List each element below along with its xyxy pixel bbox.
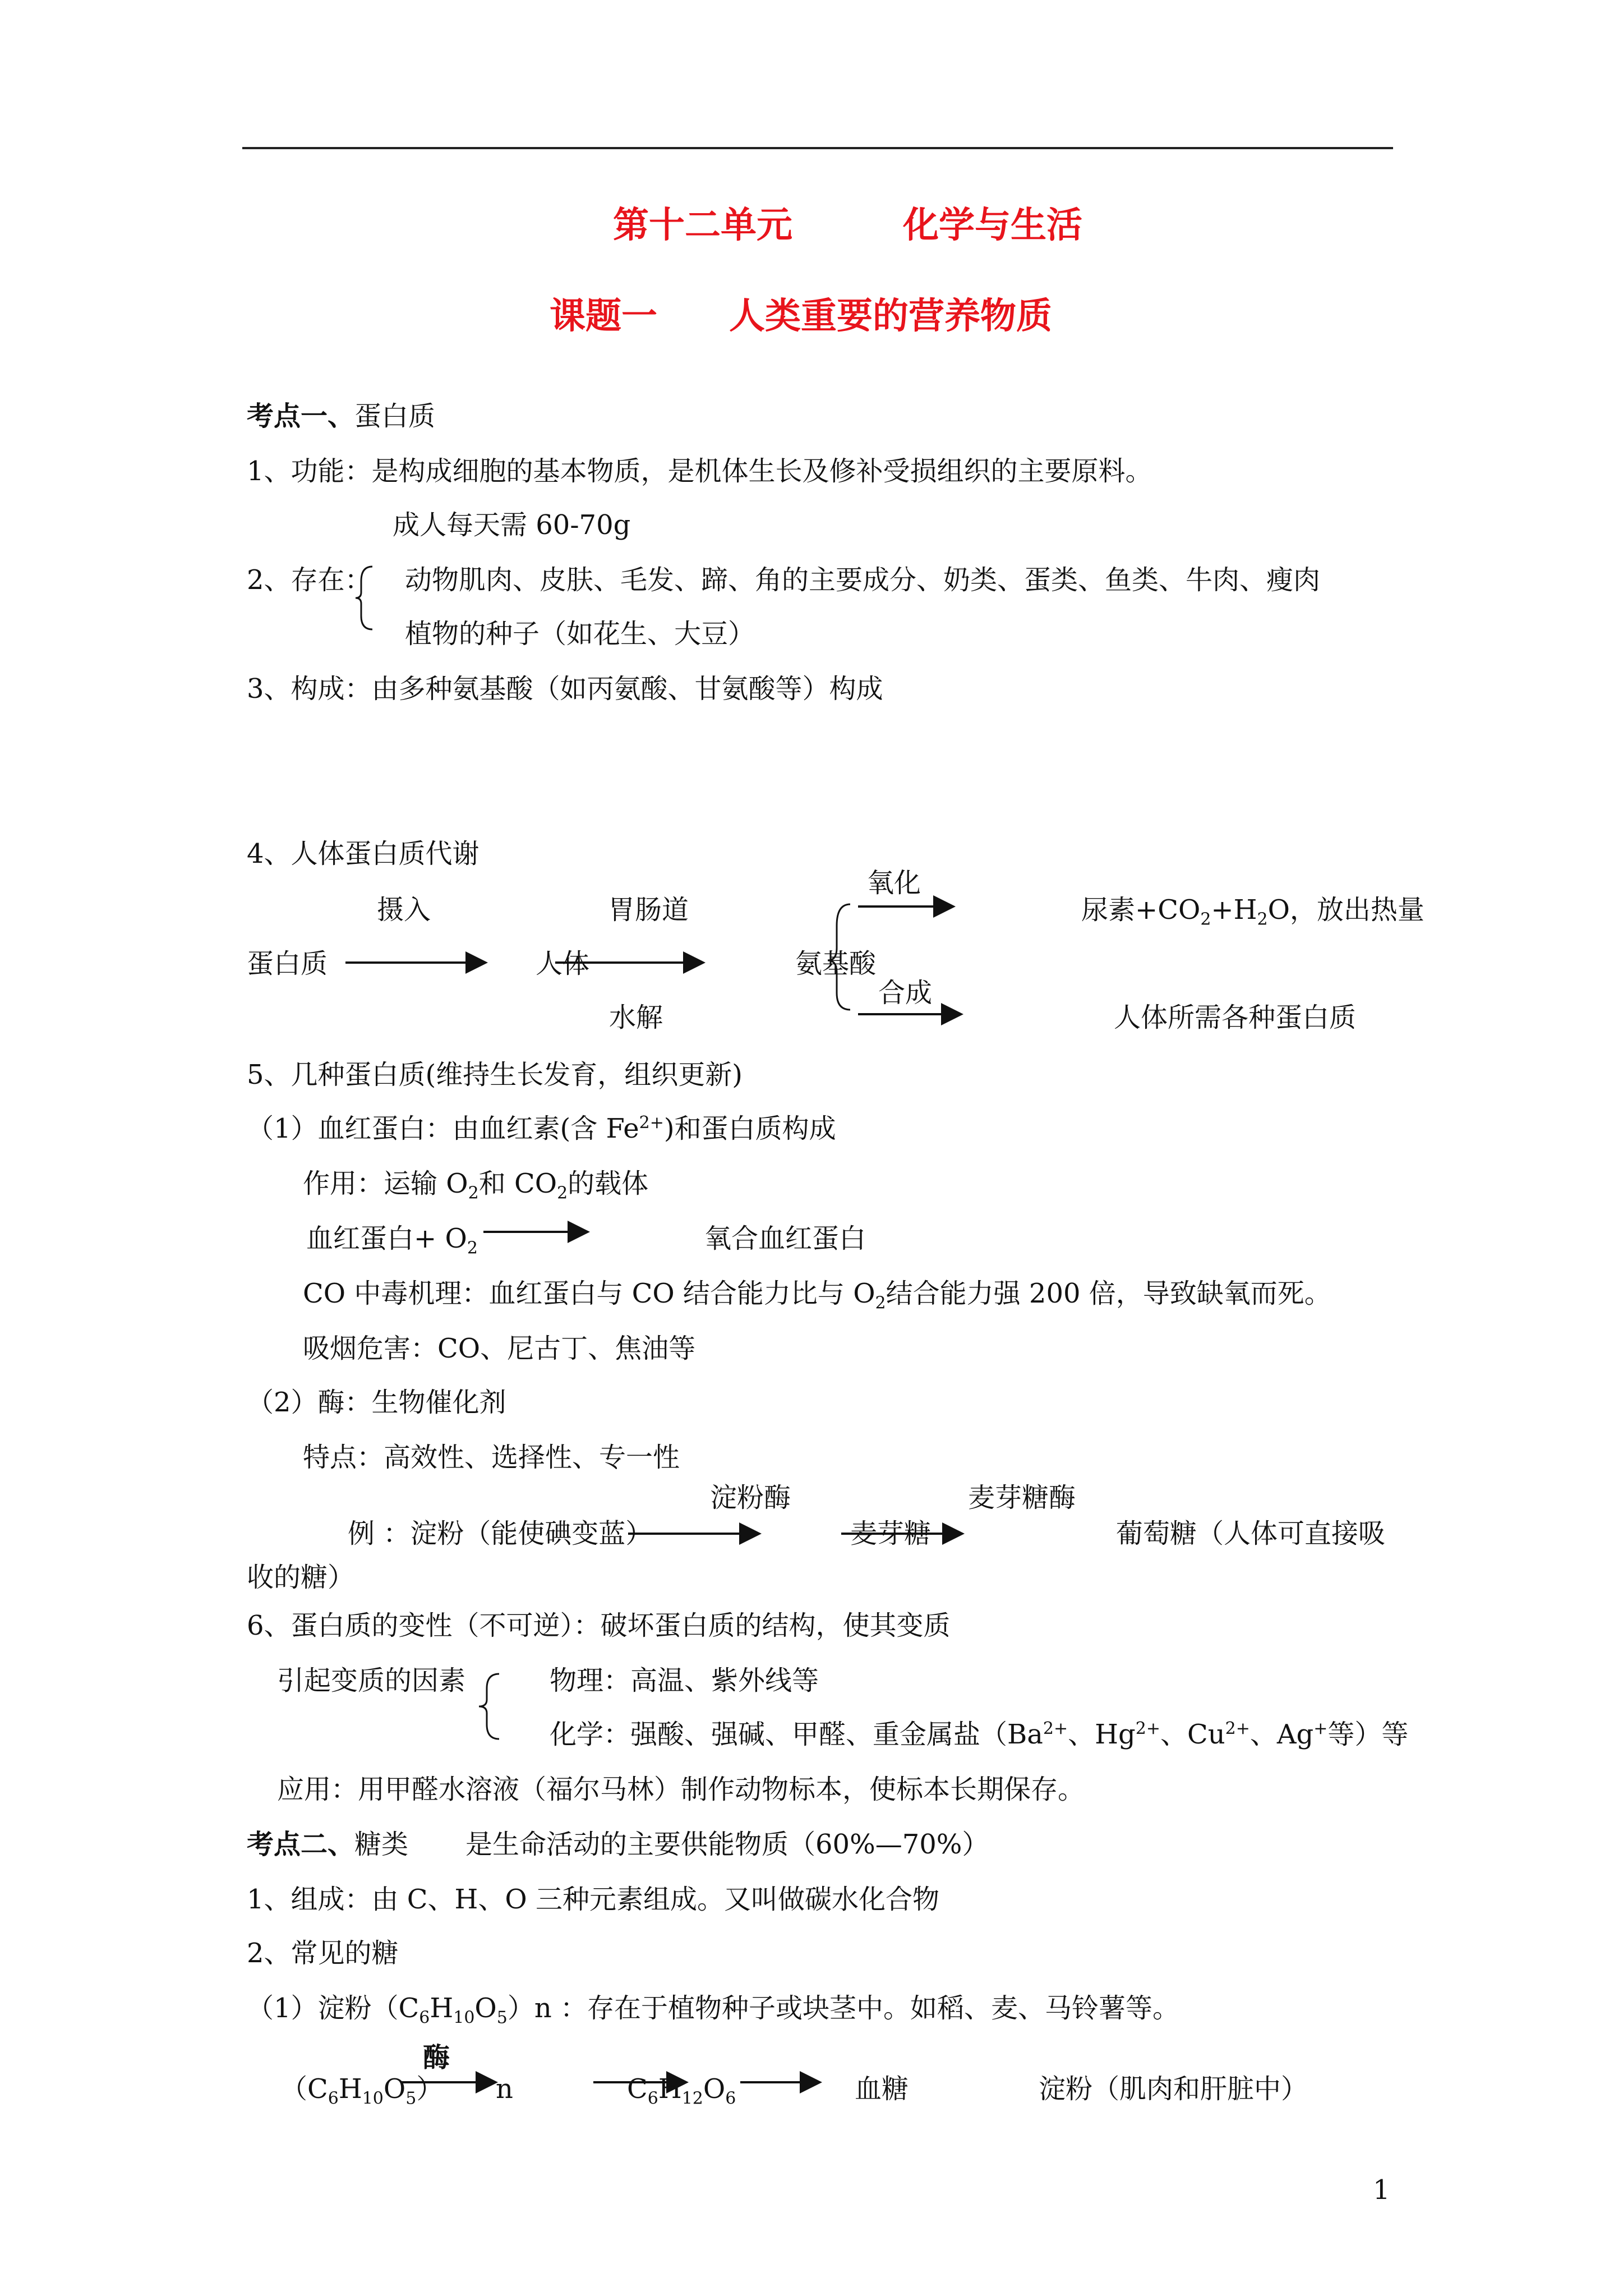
denaturation-heading: 6、蛋白质的变性（不可逆）：破坏蛋白质的结构，使其变质 <box>247 1610 951 1641</box>
label-maltose: 麦芽糖 <box>850 1518 932 1549</box>
label-oxidation: 氧化 <box>867 867 921 899</box>
label-n: n <box>496 2073 513 2105</box>
label-synthesis: 合成 <box>878 977 933 1009</box>
label-stored-starch: 淀粉（肌肉和肝脏中） <box>1039 2073 1308 2105</box>
label-gut: 胃肠道 <box>608 894 689 926</box>
smoking-harm-line: 吸烟危害：CO、尼古丁、焦油等 <box>303 1333 696 1364</box>
label-urea: 尿素$+CO_2+H_2O$，放出热量 <box>1081 894 1424 930</box>
hemoglobin-reaction: 血红蛋白+ $O_2$ <box>306 1223 478 1258</box>
enzyme-features: 特点：高效性、选择性、专一性 <box>303 1442 680 1473</box>
starch-line: （1）淀粉$(C_6H_{10}O_5)n$ ：存在于植物种子或块茎中。如稻、麦、马铃薯等。 <box>247 1993 1180 2028</box>
amino-brace <box>828 904 850 1010</box>
metabolism-heading: 4、人体蛋白质代谢 <box>247 838 479 869</box>
oxyhemoglobin: 氧合血红蛋白 <box>704 1223 866 1254</box>
section-1-topic: 蛋白质 <box>354 401 436 432</box>
label-needed-protein: 人体所需各种蛋白质 <box>1114 1002 1357 1033</box>
existence-animal: 动物肌肉、皮肤、毛发、蹄、角的主要成分、奶类、蛋类、鱼类、牛肉、瘦肉 <box>405 564 1321 596</box>
label-enzyme: 酶 <box>423 2042 450 2073</box>
label-hydrolysis: 水解 <box>609 1002 663 1033</box>
function-line: 1、功能：是构成细胞的基本物质，是机体生长及修补受损组织的主要原料。 <box>247 455 1152 487</box>
hemoglobin-role: 作用：运输 $O_2$和 $CO_2$的载体 <box>303 1168 649 1203</box>
enzyme-heading: （2）酶：生物催化剂 <box>247 1387 506 1418</box>
denaturation-physical: 物理：高温、紫外线等 <box>550 1665 819 1696</box>
composition-line: 3、构成：由多种氨基酸（如丙氨酸、甘氨酸等）构成 <box>247 673 883 705</box>
common-sugars: 2、常见的糖 <box>247 1938 399 1969</box>
denaturation-application: 应用：用甲醛水溶液（福尔马林）制作动物标本，使标本长期保存。 <box>277 1774 1085 1805</box>
daily-need-line: 成人每天需 60-70g <box>393 509 631 541</box>
existence-plant: 植物的种子（如花生、大豆） <box>405 618 755 650</box>
enzyme-example: 例 ：淀粉（能使碘变蓝） <box>348 1518 653 1549</box>
denaturation-factor: 引起变质的因素 <box>277 1665 466 1696</box>
label-amylase: 淀粉酶 <box>710 1482 791 1513</box>
section-2-desc: 是生命活动的主要供能物质（60%—70%） <box>465 1829 989 1860</box>
label-c6h12o6: $C_6H_{12}O_6$ <box>627 2073 736 2109</box>
hemoglobin-line: （1）血红蛋白：由血红素(含 $Fe^{2+}$)和蛋白质构成 <box>247 1113 836 1144</box>
unit-title: 第十二单元 <box>613 204 792 246</box>
reaction-start: $(C_6H_{10}O_5)$ <box>280 2073 444 2109</box>
label-glucose: 葡萄糖（人体可直接吸 <box>1116 1518 1386 1549</box>
protein-types-heading: 5、几种蛋白质(维持生长发育，组织更新) <box>247 1059 743 1091</box>
existence-label: 2、存在： <box>247 564 372 596</box>
label-body: 人体 <box>536 948 590 979</box>
section-1-label: 考点一、 <box>247 401 355 432</box>
factor-brace <box>479 1674 499 1739</box>
denaturation-chemical: 化学：强酸、强碱、甲醛、重金属盐（$Ba^{2+}$、$Hg^{2+}$、$Cu^{2+}$、Ag+等）等 <box>550 1719 1409 1750</box>
sugar-composition: 1、组成：由 C、H、O 三种元素组成。又叫做碳水化合物 <box>247 1884 939 1915</box>
label-amino-acid: 氨基酸 <box>795 948 877 979</box>
label-protein: 蛋白质 <box>247 948 328 979</box>
label-intake: 摄入 <box>377 894 431 926</box>
section-2-heading: 考点二、糖类 <box>247 1829 409 1860</box>
unit-name: 化学与生活 <box>903 204 1082 246</box>
lesson-name: 人类重要的营养物质 <box>729 295 1052 337</box>
co-poisoning-line: CO 中毒机理：血红蛋白与 CO 结合能力比与 $O_2$结合能力强 200 倍，导致缺氧而死。 <box>303 1278 1331 1313</box>
page-number: 1 <box>1373 2174 1390 2206</box>
label-blood-sugar: 血糖 <box>855 2073 909 2105</box>
label-maltase: 麦芽糖酶 <box>968 1482 1076 1513</box>
lesson-title: 课题一 <box>550 295 657 337</box>
label-glucose-cont: 收的糖） <box>247 1562 355 1593</box>
